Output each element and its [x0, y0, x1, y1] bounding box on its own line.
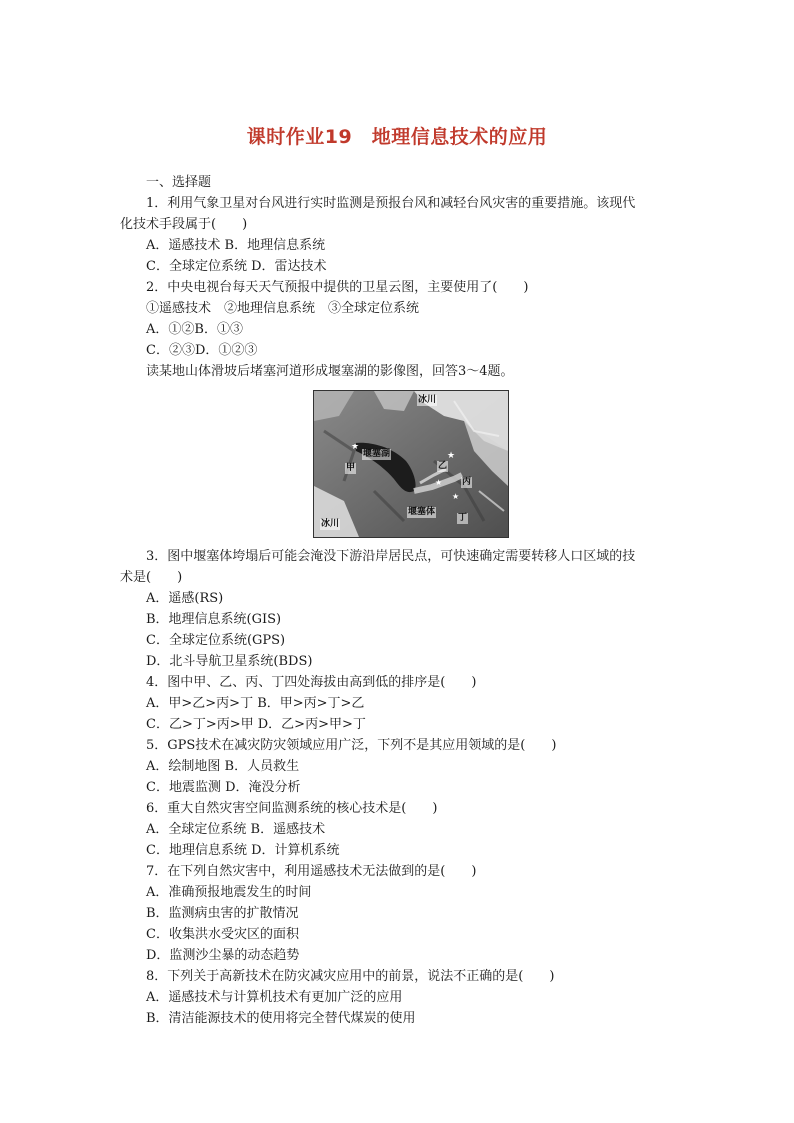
question-1-option: A．遥感技术 B．地理信息系统 [146, 238, 326, 253]
question-1-stem: 1．利用气象卫星对台风进行实时监测是预报台风和减轻台风灾害的重要措施。该现代 [146, 196, 636, 211]
section-heading: 一、选择题 [146, 175, 212, 190]
question-2-items: ①遥感技术 ②地理信息系统 ③全球定位系统 [146, 301, 420, 316]
point-jia-marker: ★ [351, 442, 360, 452]
question-3-option: D．北斗导航卫星系统(BDS) [146, 654, 313, 669]
glacier-label-bottom: 冰川 [321, 519, 340, 529]
question-1-option: C．全球定位系统 D．雷达技术 [146, 259, 327, 274]
point-yi-label: 乙 [438, 461, 448, 471]
question-7-stem: 7．在下列自然灾害中，利用遥感技术无法做到的是( ) [146, 864, 477, 879]
question-2-option: C．②③D．①②③ [146, 343, 258, 358]
question-6-option: C．地理信息系统 D．计算机系统 [146, 843, 340, 858]
page-title: 课时作业19 地理信息技术的应用 [246, 126, 548, 148]
question-5-option: C．地震监测 D．淹没分析 [146, 780, 301, 795]
question-7-option: B．监测病虫害的扩散情况 [146, 906, 299, 921]
question-4-option: C．乙>丁>丙>甲 D．乙>丙>甲>丁 [146, 717, 366, 732]
question-4-stem: 4．图中甲、乙、丙、丁四处海拔由高到低的排序是( ) [146, 675, 477, 690]
question-3-stem-cont: 术是( ) [120, 570, 183, 585]
landslide-map-image [313, 390, 509, 538]
question-5-stem: 5．GPS技术在减灾防灾领域应用广泛，下列不是其应用领域的是( ) [146, 738, 557, 753]
point-ding-label: 丁 [458, 513, 468, 523]
question-8-option: A．遥感技术与计算机技术有更加广泛的应用 [146, 990, 403, 1005]
question-3-option: C．全球定位系统(GPS) [146, 633, 286, 648]
question-8-option: B．清洁能源技术的使用将完全替代煤炭的使用 [146, 1011, 416, 1026]
question-3-option: B．地理信息系统(GIS) [146, 612, 282, 627]
point-yi-marker: ★ [447, 451, 456, 461]
question-7-option: C．收集洪水受灾区的面积 [146, 927, 299, 942]
question-7-option: A．准确预报地震发生的时间 [146, 885, 312, 900]
question-5-option: A．绘制地图 B．人员救生 [146, 759, 300, 774]
question-7-option: D．监测沙尘暴的动态趋势 [146, 948, 300, 963]
question-2-option: A．①②B．①③ [146, 322, 243, 337]
question-8-stem: 8．下列关于高新技术在防灾减灾应用中的前景，说法不正确的是( ) [146, 969, 555, 984]
question-6-option: A．全球定位系统 B．遥感技术 [146, 822, 326, 837]
map-intro: 读某地山体滑坡后堵塞河道形成堰塞湖的影像图，回答3～4题。 [146, 364, 514, 379]
lake-label: 堰塞湖 [363, 449, 391, 459]
point-bing-marker: ★ [435, 478, 443, 487]
point-bing-label: 丙 [462, 477, 472, 487]
question-6-stem: 6．重大自然灾害空间监测系统的核心技术是( ) [146, 801, 438, 816]
question-3-stem: 3．图中堰塞体垮塌后可能会淹没下游沿岸居民点，可快速确定需要转移人口区域的技 [146, 549, 636, 564]
question-2-stem: 2．中央电视台每天天气预报中提供的卫星云图，主要使用了( ) [146, 280, 529, 295]
exercise-body [120, 172, 710, 1029]
point-ding-marker: ★ [452, 492, 460, 501]
glacier-label: 冰川 [418, 395, 437, 405]
question-4-option: A．甲>乙>丙>丁 B．甲>丙>丁>乙 [146, 696, 365, 711]
question-1-stem-cont: 化技术手段属于( ) [120, 217, 248, 232]
point-jia-label: 甲 [346, 463, 356, 473]
dam-label: 堰塞体 [408, 507, 436, 517]
question-3-option: A．遥感(RS) [146, 591, 224, 606]
